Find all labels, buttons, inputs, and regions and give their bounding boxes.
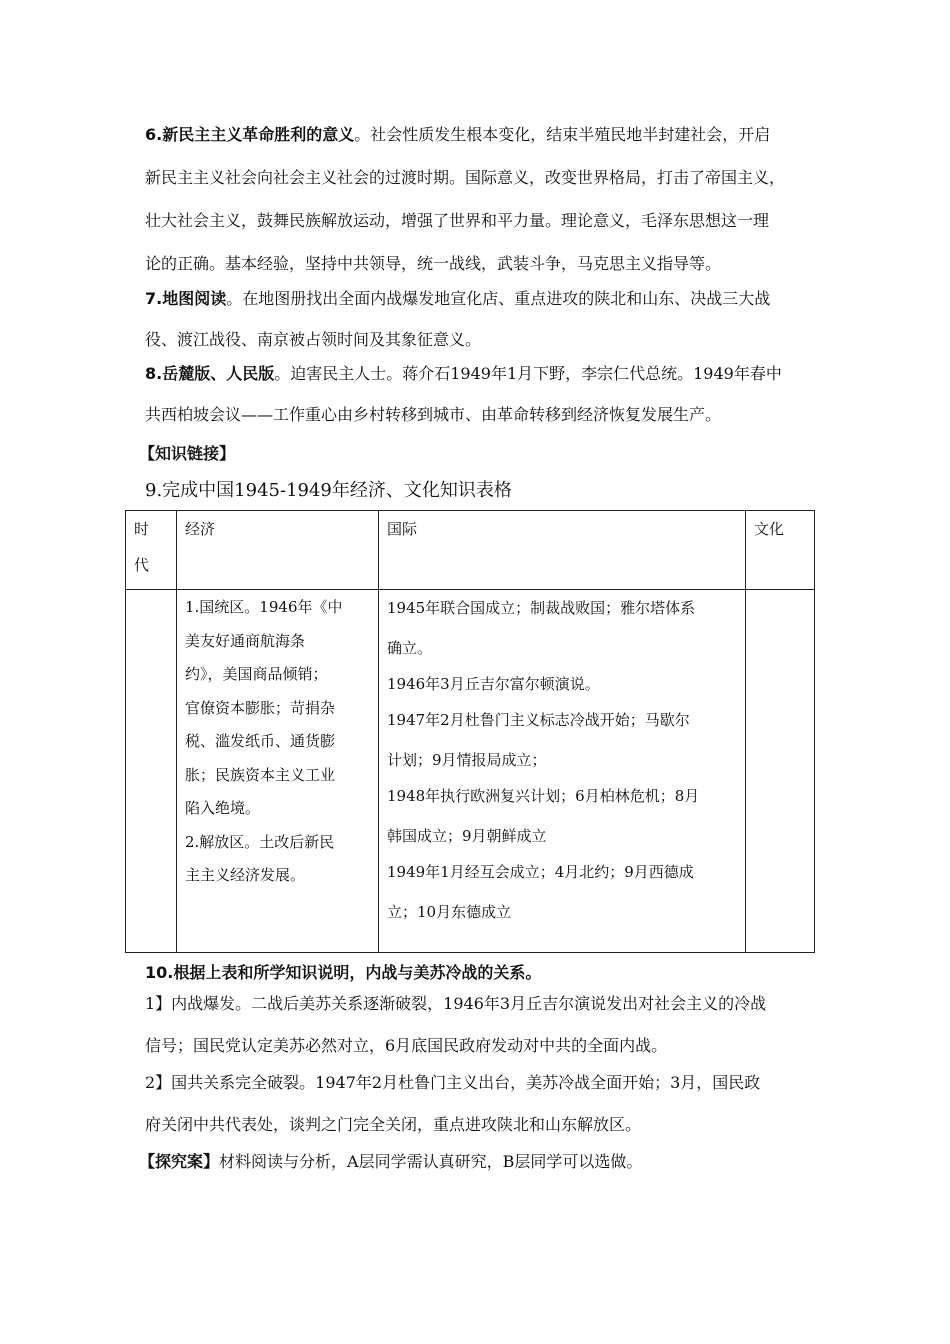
- international-cell: 1945年联合国成立；制裁战败国；雅尔塔体系 确立。 1946年3月丘吉尔富尔顿演说。 1947年2月杜鲁门主义标志冷战开始；马歇尔 计划；9月情报局成立； 1948年执行欧洲复兴计划；6月柏林危机；8月 韩国成立；9月朝鲜成立 1949年1月经互会成立；4月北约；9月西德成 立；10月东德成立: [379, 590, 746, 953]
- paragraph-6-line-3: 壮大社会主义，鼓舞民族解放运动，增强了世界和平力量。理论意义，毛泽东思想这一理: [145, 211, 770, 230]
- header-era: 时 代: [126, 511, 177, 590]
- point-2-line-1: 2】国共关系完全破裂。1947年2月杜鲁门主义出台，美苏冷战全面开始；3月，国民政: [145, 1073, 761, 1092]
- paragraph-8-line-1: 8.岳麓版、人民版。迫害民主人士。蒋介石1949年1月下野，李宗仁代总统。1949年春中: [145, 364, 782, 383]
- paragraph-6-line-1: 6.新民主主义革命胜利的意义。社会性质发生根本变化，结束半殖民地半封建社会，开启: [145, 125, 771, 144]
- knowledge-link-heading: 【知识链接】: [139, 444, 236, 463]
- table-header-row: [126, 511, 815, 590]
- paragraph-10-point-2: [145, 1064, 810, 1144]
- paragraph-8-title: 8.岳麓版、人民版: [145, 364, 275, 383]
- paragraph-7-line-2: 役、渡江战役、南京被占领时间及其象征意义。: [145, 330, 482, 349]
- knowledge-table: [125, 510, 815, 953]
- explore-text: 材料阅读与分析，A层同学需认真研究，B层同学可以选做。: [219, 1152, 643, 1171]
- table-row: [126, 590, 815, 953]
- header-international: 国际: [379, 511, 746, 590]
- economy-cell: 1.国统区。1946年《中 美友好通商航海条 约》，美国商品倾销； 官僚资本膨胀；苛捐杂 税、滥发纸币、通货膨 胀；民族资本主义工业 陷入绝境。 2.解放区。土改后新民 主主义经济发展。: [177, 590, 379, 953]
- paragraph-8-line-2: 共西柏坡会议——工作重心由乡村转移到城市、由革命转移到经济恢复发展生产。: [145, 405, 722, 424]
- paragraph-7-line-1: 7.地图阅读。在地图册找出全面内战爆发地宣化店、重点进攻的陕北和山东、决战三大战: [145, 289, 771, 308]
- paragraph-10-point-1: [145, 985, 810, 1065]
- culture-cell: [746, 590, 815, 953]
- paragraph-6-line-2: 新民主主义社会向社会主义社会的过渡时期。国际意义，改变世界格局，打击了帝国主义，: [145, 168, 786, 187]
- paragraph-6-title: 6.新民主主义革命胜利的意义: [145, 125, 355, 144]
- paragraph-10-title: 10.根据上表和所学知识说明，内战与美苏冷战的关系。: [145, 963, 542, 982]
- header-economy: 经济: [177, 511, 379, 590]
- point-1-line-1: 1】内战爆发。二战后美苏关系逐渐破裂，1946年3月丘吉尔演说发出对社会主义的冷战: [145, 994, 767, 1013]
- paragraph-7: [145, 280, 810, 359]
- paragraph-7-title: 7.地图阅读: [145, 289, 227, 308]
- paragraph-6: [145, 116, 810, 283]
- table-title: 9.完成中国1945-1949年经济、文化知识表格: [145, 480, 512, 501]
- header-culture: 文化: [746, 511, 815, 590]
- paragraph-6-line-4: 论的正确。基本经验，坚持中共领导，统一战线，武装斗争，马克思主义指导等。: [145, 254, 722, 273]
- era-cell: [126, 590, 177, 953]
- explore-title: 【探究案】: [139, 1152, 220, 1171]
- explore-paragraph: [139, 1143, 804, 1181]
- point-1-line-2: 信号；国民党认定美苏必然对立，6月底国民政府发动对中共的全面内战。: [145, 1036, 668, 1055]
- paragraph-8: [145, 355, 810, 434]
- point-2-line-2: 府关闭中共代表处，谈判之门完全关闭，重点进攻陕北和山东解放区。: [145, 1115, 642, 1134]
